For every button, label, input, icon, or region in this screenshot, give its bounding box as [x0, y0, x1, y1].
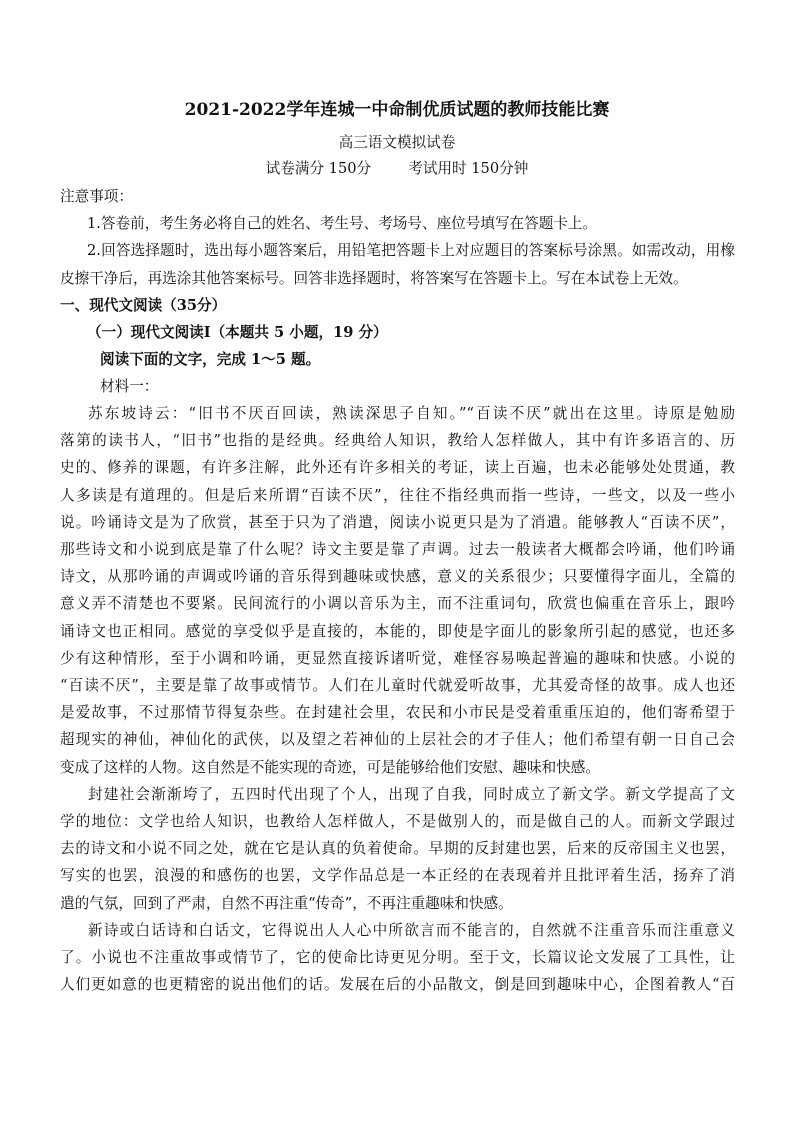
material-label: 材料一： — [100, 378, 159, 395]
passage-line: 遣的气氛，回到了严肃，自然不再注重“传奇”，不再注重趣味和快感。 — [60, 895, 513, 912]
passage-line: “百读不厌”，主要是靠了故事或情节。人们在儿童时代就爱听故事，尤其爱奇怪的故事。成人也还 — [60, 677, 735, 694]
exam-subtitle: 高三语文模拟试卷 — [338, 134, 456, 151]
passage-line: 人们更如意的也更精密的说出他们的话。发展在后的小品散文，倒是回到趣味中心，企图着教人“百 — [60, 976, 735, 993]
passage-line: 新诗或白话诗和白话文，它得说出人人心中所欲言而不能言的，自然就不注重音乐而注重意义 — [88, 922, 735, 939]
passage-line: 写实的也罢，浪漫的和感伤的也罢，文学作品总是一本正经的在表现着并且批评着生活，扬弃了消 — [60, 867, 735, 884]
passage-line: 落第的读书人，“旧书”也指的是经典。经典给人知识，教给人怎样做人，其中有许多语言的、历 — [60, 432, 735, 449]
passage-line: 少有这种情形，至于小调和吟诵，更显然直接诉诸听觉，难怪容易唤起普遍的趣味和快感。小说的 — [60, 650, 735, 667]
notice-item-2-line-1: 2.回答选择题时，选出每小题答案后，用铅笔把答题卡上对应题目的答案标号涂黑。如需改动，用橡 — [87, 242, 735, 259]
reading-instruction: 阅读下面的文字，完成 1～5 题。 — [100, 351, 321, 368]
passage-line: 诗文，从那吟诵的声调或吟诵的音乐得到趣味或快感，意义的关系很少；只要懂得字面儿，全篇的 — [60, 568, 735, 585]
exam-info: 试卷满分 150分 考试用时 150分钟 — [265, 160, 529, 177]
passage-line: 超现实的神仙，神仙化的武侠，以及望之若神仙的上层社会的才子佳人；他们希望有朝一日自己会 — [60, 731, 735, 748]
passage-line: 是爱故事，不过那情节得复杂些。在封建社会里，农民和小市民是受着重重压迫的，他们寄希望于 — [60, 704, 735, 721]
passage-line: 意义弄不清楚也不要紧。民间流行的小调以音乐为主，而不注重词句，欣赏也偏重在音乐上，跟吟 — [60, 595, 735, 612]
section-heading: 一、现代文阅读（35分） — [60, 297, 227, 314]
passage-line: 说。吟诵诗文是为了欣赏，甚至于只为了消遣，阅读小说更只是为了消遣。能够教人“百读不厌”， — [60, 514, 735, 531]
passage-line: 诵诗文也正相同。感觉的享受似乎是直接的，本能的，即使是字面儿的影象所引起的感觉，也还多 — [60, 623, 735, 640]
passage-line: 学的地位：文学也给人知识，也教给人怎样做人，不是做别人的，而是做自己的人。而新文学跟过 — [60, 813, 735, 830]
passage-line: 史的、修养的课题，有许多注解，此外还有许多相关的考证，读上百遍，也未必能够处处贯通，教 — [60, 459, 735, 476]
passage-line: 封建社会渐渐垮了，五四时代出现了个人，出现了自我，同时成立了新文学。新文学提高了文 — [88, 786, 735, 803]
passage-line: 去的诗文和小说不同之处，就在它是认真的负着使命。早期的反封建也罢，后来的反帝国主义也罢， — [60, 840, 735, 857]
notice-item-2-line-2: 皮擦干净后，再选涂其他答案标号。回答非选择题时，将答案写在答题卡上。写在本试卷上无效。 — [60, 270, 688, 287]
passage-line: 了。小说也不注重故事或情节了，它的使命比诗更见分明。至于文，长篇议论文发展了工具性，让 — [60, 949, 735, 966]
passage-line: 变成了这样的人物。这自然是不能实现的奇迹，可是能够给他们安慰、趣味和快感。 — [60, 759, 600, 776]
subsection-heading: （一）现代文阅读Ⅰ（本题共 5 小题，19 分） — [87, 324, 388, 341]
notice-heading: 注意事项： — [60, 188, 133, 205]
passage-line: 那些诗文和小说到底是靠了什么呢？诗文主要是靠了声调。过去一般读者大概都会吟诵，他们吟诵 — [60, 541, 735, 558]
passage-line: 苏东坡诗云：“旧书不厌百回读，熟读深思子自知。”“百读不厌”就出在这里。诗原是勉励 — [88, 405, 735, 422]
notice-item-1: 1.答卷前，考生务必将自己的姓名、考生号、考场号、座位号填写在答题卡上。 — [87, 215, 598, 232]
passage-line: 人多读是有道理的。但是后来所谓“百读不厌”，往往不指经典而指一些诗，一些文，以及一些小 — [60, 487, 735, 504]
exam-title: 2021-2022学年连城一中命制优质试题的教师技能比赛 — [184, 100, 610, 120]
